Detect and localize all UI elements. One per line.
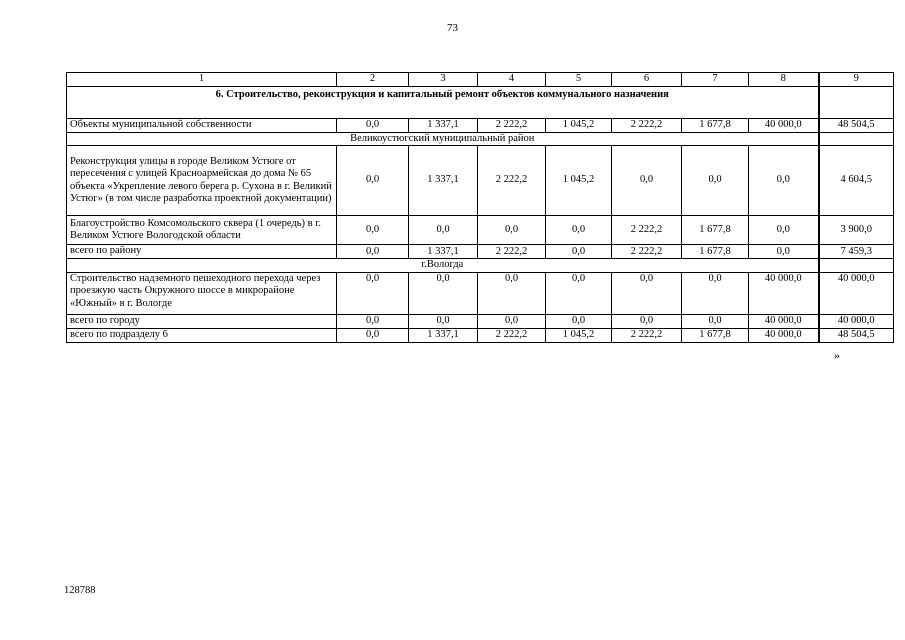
cell: 0,0 <box>337 118 409 132</box>
cell: 0,0 <box>337 272 409 314</box>
cell: 0,0 <box>749 245 819 259</box>
cell: 0,0 <box>337 314 409 328</box>
cell: 0,0 <box>546 216 612 245</box>
total-row <box>67 314 894 328</box>
cell: 0,0 <box>612 272 682 314</box>
cell: 0,0 <box>546 245 612 259</box>
cell: 2 222,2 <box>612 245 682 259</box>
section-title: 6. Строительство, реконструкция и капитальный ремонт объектов коммунального назначения <box>67 86 819 118</box>
cell: 48 504,5 <box>819 328 894 342</box>
subsection-title: Великоустюгский муниципальный район <box>67 132 819 146</box>
continuation-mark: » <box>834 348 840 362</box>
cell: 0,0 <box>337 146 409 216</box>
cell: 40 000,0 <box>749 328 819 342</box>
cell: 1 045,2 <box>546 118 612 132</box>
cell: 1 337,1 <box>409 118 478 132</box>
row-name: Благоустройство Комсомольского сквера (1 очередь) в г. Великом Устюге Вологодской области <box>67 216 337 245</box>
cell: 40 000,0 <box>819 272 894 314</box>
cell: 2 222,2 <box>478 328 546 342</box>
cell: 1 337,1 <box>409 328 478 342</box>
cell: 0,0 <box>682 146 749 216</box>
subsection-row <box>67 132 894 146</box>
cell: 1 045,2 <box>546 146 612 216</box>
cell: 0,0 <box>409 272 478 314</box>
column-header: 4 <box>478 73 546 87</box>
cell: 48 504,5 <box>819 118 894 132</box>
subsection-title: г.Вологда <box>67 259 819 273</box>
cell: 7 459,3 <box>819 245 894 259</box>
table-row <box>67 216 894 245</box>
page-number: 73 <box>447 22 458 34</box>
row-name: всего по району <box>67 245 337 259</box>
column-header: 2 <box>337 73 409 87</box>
cell: 1 677,8 <box>682 118 749 132</box>
cell: 0,0 <box>682 272 749 314</box>
column-header: 5 <box>546 73 612 87</box>
column-header: 3 <box>409 73 478 87</box>
cell: 40 000,0 <box>749 118 819 132</box>
empty-cell <box>819 259 894 273</box>
total-row <box>67 245 894 259</box>
subsection-row <box>67 259 894 273</box>
empty-cell <box>819 132 894 146</box>
cell: 0,0 <box>612 146 682 216</box>
cell: 40 000,0 <box>749 314 819 328</box>
table-row <box>67 146 894 216</box>
cell: 0,0 <box>546 272 612 314</box>
column-header: 9 <box>819 73 894 87</box>
cell: 0,0 <box>478 272 546 314</box>
cell: 1 337,1 <box>409 146 478 216</box>
empty-cell <box>819 86 894 118</box>
cell: 1 337,1 <box>409 245 478 259</box>
section-title-row <box>67 86 894 118</box>
column-header: 1 <box>67 73 337 87</box>
cell: 0,0 <box>337 216 409 245</box>
cell: 2 222,2 <box>478 146 546 216</box>
cell: 0,0 <box>337 245 409 259</box>
cell: 40 000,0 <box>819 314 894 328</box>
cell: 40 000,0 <box>749 272 819 314</box>
column-header: 8 <box>749 73 819 87</box>
cell: 2 222,2 <box>612 118 682 132</box>
cell: 1 045,2 <box>546 328 612 342</box>
cell: 0,0 <box>478 314 546 328</box>
document-code: 128788 <box>64 585 96 596</box>
cell: 2 222,2 <box>478 118 546 132</box>
row-name: всего по подразделу 6 <box>67 328 337 342</box>
table-row <box>67 118 894 132</box>
cell: 0,0 <box>337 328 409 342</box>
cell: 0,0 <box>546 314 612 328</box>
row-name: всего по городу <box>67 314 337 328</box>
table-row <box>67 272 894 314</box>
cell: 0,0 <box>409 216 478 245</box>
cell: 2 222,2 <box>478 245 546 259</box>
budget-table <box>66 72 894 343</box>
cell: 1 677,8 <box>682 328 749 342</box>
row-name: Строительство надземного пешеходного перехода через проезжую часть Окружного шоссе в микрорайоне «Южный» в г. Вологде <box>67 272 337 314</box>
cell: 4 604,5 <box>819 146 894 216</box>
column-header: 7 <box>682 73 749 87</box>
cell: 3 900,0 <box>819 216 894 245</box>
column-number-row <box>67 73 894 87</box>
total-row <box>67 328 894 342</box>
cell: 0,0 <box>612 314 682 328</box>
cell: 1 677,8 <box>682 216 749 245</box>
cell: 2 222,2 <box>612 328 682 342</box>
cell: 0,0 <box>749 216 819 245</box>
cell: 1 677,8 <box>682 245 749 259</box>
row-name: Реконструкция улицы в городе Великом Устюге от пересечения с улицей Красноармейская до дома № 65 объекта «Укрепление левого берега р. Сухона в г. Великий Устюг» (в том числе разработка проектной документации) <box>67 146 337 216</box>
cell: 0,0 <box>749 146 819 216</box>
row-name: Объекты муниципальной собственности <box>67 118 337 132</box>
cell: 0,0 <box>682 314 749 328</box>
cell: 2 222,2 <box>612 216 682 245</box>
cell: 0,0 <box>409 314 478 328</box>
column-header: 6 <box>612 73 682 87</box>
cell: 0,0 <box>478 216 546 245</box>
